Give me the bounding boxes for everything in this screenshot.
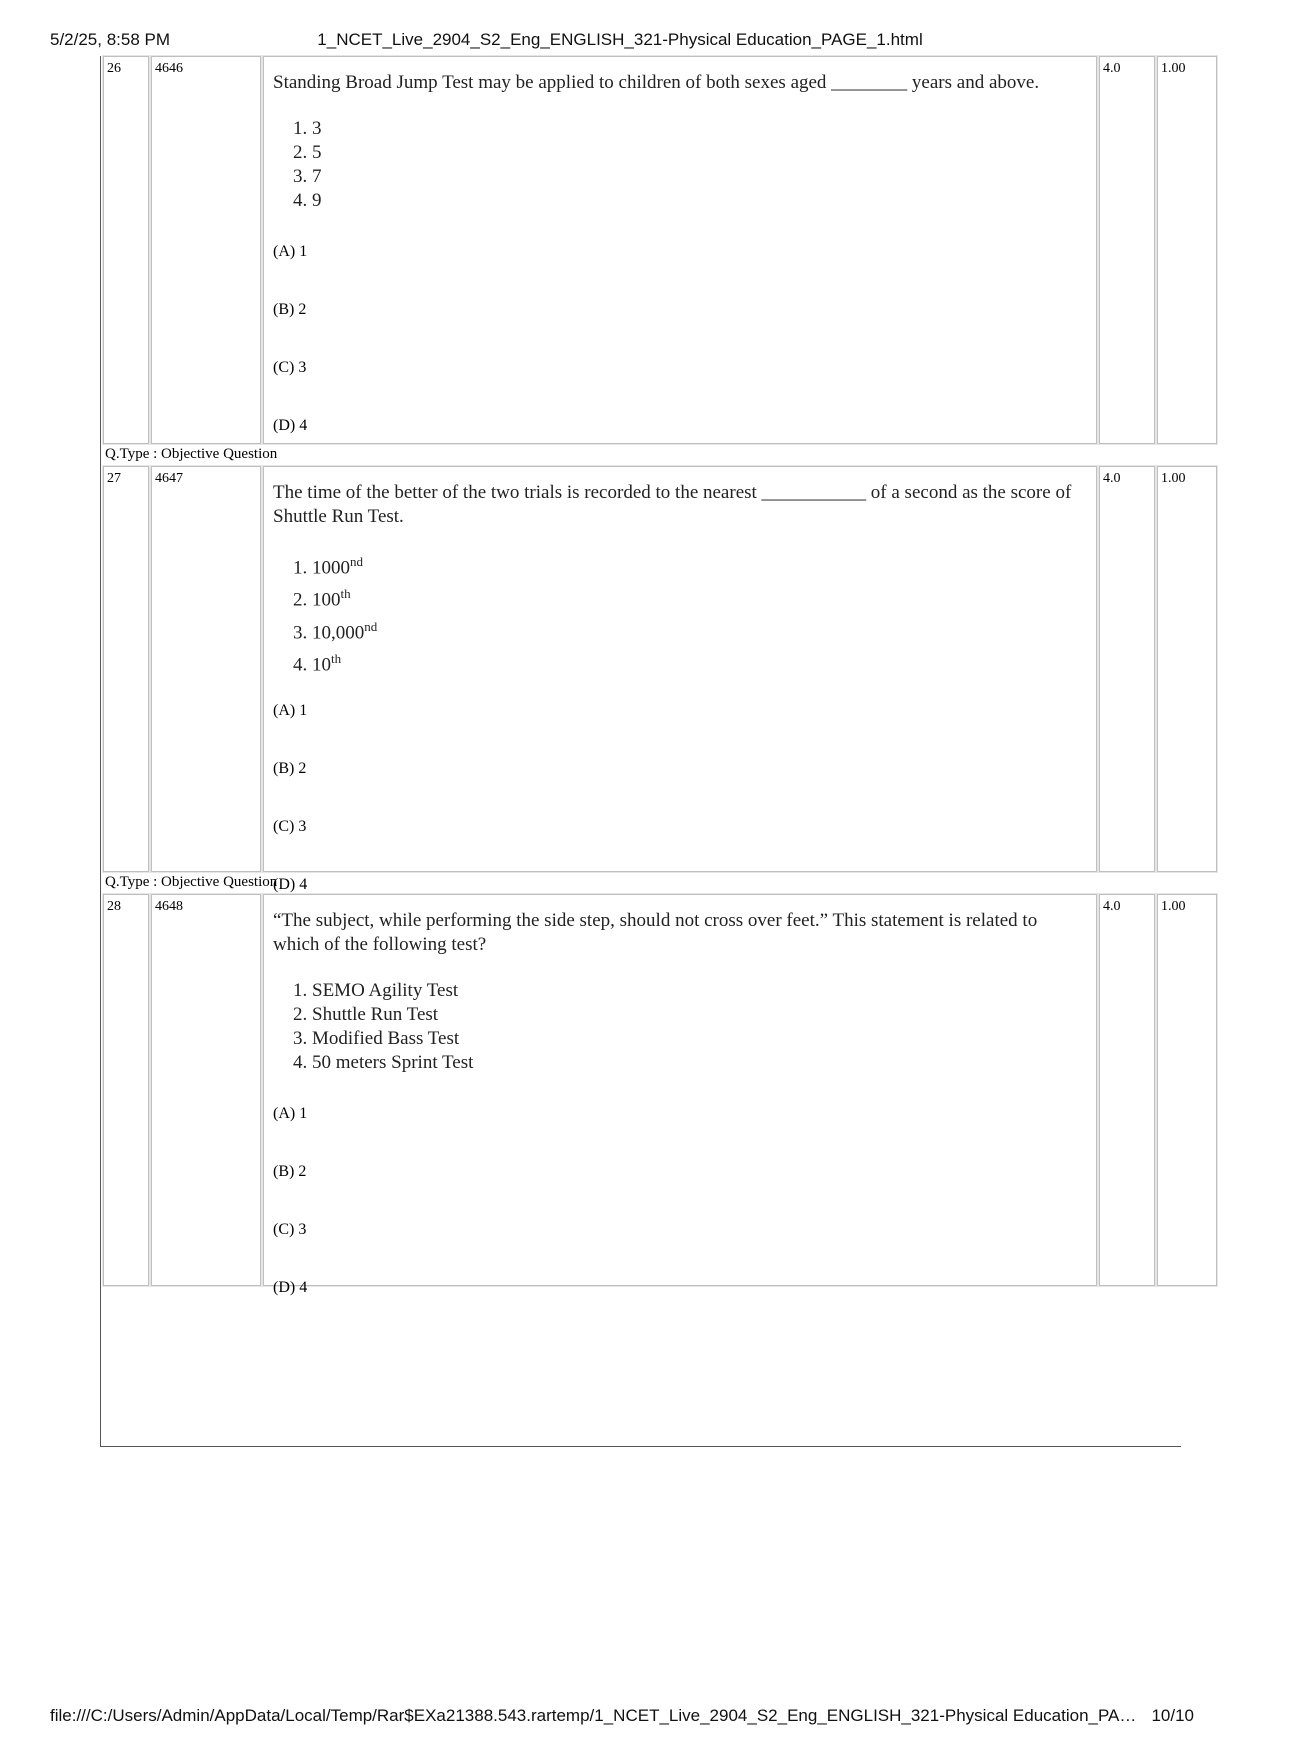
option-item: 4. 50 meters Sprint Test xyxy=(293,1052,474,1073)
question-cell xyxy=(263,56,1097,444)
option-item: 3. Modified Bass Test xyxy=(293,1028,460,1049)
option-item: 3. 7 xyxy=(293,166,322,187)
question-text: Standing Broad Jump Test may be applied to children of both sexes aged ________ years and above. xyxy=(273,72,1040,93)
question-id: 4646 xyxy=(151,56,261,444)
answer-choice-d: (D) 4 xyxy=(273,876,308,894)
serial-number: 28 xyxy=(103,894,149,1286)
answer-choice-c: (C) 3 xyxy=(273,359,307,376)
answer-choice-d: (D) 4 xyxy=(273,1279,308,1296)
question-row xyxy=(101,466,1301,906)
question-row xyxy=(101,894,1301,1344)
option-item: 1. SEMO Agility Test xyxy=(293,980,459,1001)
answer-choice-a: (A) 1 xyxy=(273,243,308,260)
option-list xyxy=(267,979,1093,1075)
answer-choice-a: (A) 1 xyxy=(273,1105,308,1122)
marks: 4.0 xyxy=(1099,466,1155,872)
question-type-label: Q.Type : Objective Question xyxy=(105,446,278,462)
answer-choice-b: (B) 2 xyxy=(273,760,307,778)
print-page-title: 1_NCET_Live_2904_S2_Eng_ENGLISH_321-Physical Education_PAGE_1.html xyxy=(317,30,923,49)
serial-number: 26 xyxy=(103,56,149,444)
option-item: 3. 10,000nd xyxy=(293,618,378,643)
question-text: “The subject, while performing the side step, should not cross over feet.” This statement is related to which of the following test? xyxy=(273,910,1038,955)
answer-choices xyxy=(267,243,1093,475)
marks: 4.0 xyxy=(1099,56,1155,444)
answer-choices xyxy=(267,1105,1093,1337)
answer-choice-d: (D) 4 xyxy=(273,417,308,434)
question-id: 4647 xyxy=(151,466,261,872)
option-item: 1. 1000nd xyxy=(293,554,363,579)
answer-choice-b: (B) 2 xyxy=(273,1163,307,1180)
answer-choice-b: (B) 2 xyxy=(273,301,307,318)
serial-number: 27 xyxy=(103,466,149,872)
option-item: 2. Shuttle Run Test xyxy=(293,1004,439,1025)
option-list xyxy=(267,117,1093,213)
option-item: 2. 5 xyxy=(293,142,322,163)
negative-marks: 1.00 xyxy=(1157,466,1217,872)
file-url: file:///C:/Users/Admin/AppData/Local/Temp/Rar$EXa21388.543.rartemp/1_NCET_Live_2904_S2_Eng_ENGLISH_321-Physical Education_PA… xyxy=(50,1706,1137,1725)
answer-choice-a: (A) 1 xyxy=(273,702,308,720)
question-type-label: Q.Type : Objective Question xyxy=(105,874,278,890)
answer-choice-c: (C) 3 xyxy=(273,1221,307,1238)
question-table xyxy=(100,56,1186,1447)
option-list xyxy=(267,549,1093,678)
question-text: The time of the better of the two trials is recorded to the nearest ___________ of a second as the score of Shuttle Run Test. xyxy=(273,482,1072,527)
option-item: 4. 9 xyxy=(293,190,322,211)
print-footer xyxy=(0,1706,1240,1728)
option-item: 1. 3 xyxy=(293,118,322,139)
page-number: 10/10 xyxy=(1151,1706,1194,1725)
print-datetime: 5/2/25, 8:58 PM xyxy=(50,30,171,49)
negative-marks: 1.00 xyxy=(1157,56,1217,444)
question-cell xyxy=(263,466,1097,894)
negative-marks: 1.00 xyxy=(1157,894,1217,1286)
question-cell xyxy=(263,894,1097,1296)
marks: 4.0 xyxy=(1099,894,1155,1286)
option-item: 4. 10th xyxy=(293,650,342,676)
print-header xyxy=(0,30,1240,52)
question-row xyxy=(101,56,1301,496)
option-item: 2. 100th xyxy=(293,586,351,611)
question-id: 4648 xyxy=(151,894,261,1286)
answer-choice-c: (C) 3 xyxy=(273,818,307,836)
